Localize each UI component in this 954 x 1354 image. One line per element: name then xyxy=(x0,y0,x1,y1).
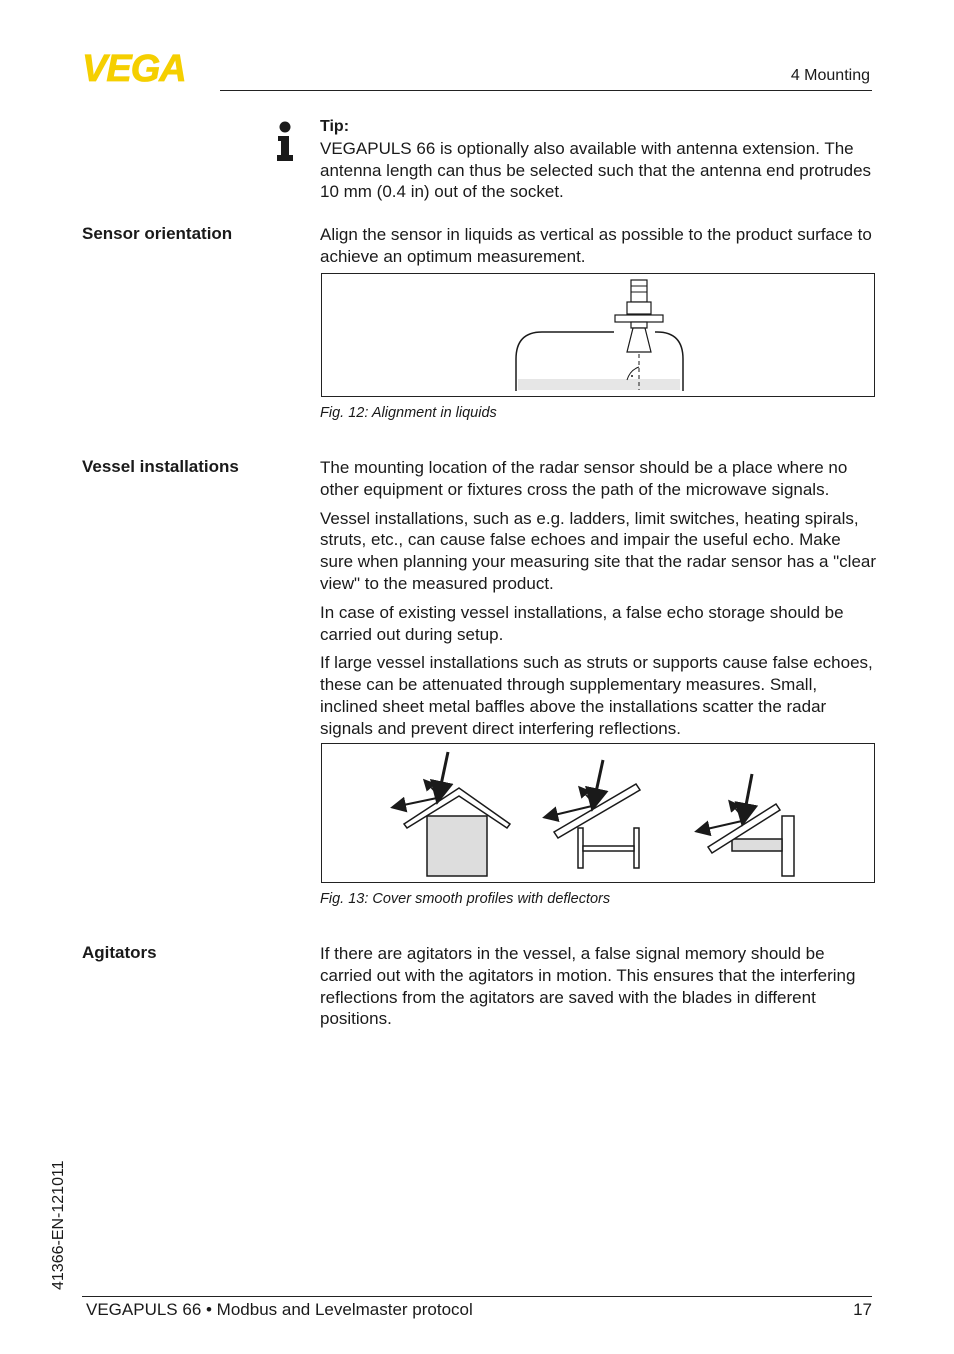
tip-text: VEGAPULS 66 is optionally also available with antenna extension. The antenna length can thus be selected such that the antenna end protrudes 10 mm (0.4 in) out of the socket. xyxy=(320,138,872,202)
document-number: 41366-EN-121011 xyxy=(50,1160,67,1290)
tip-block xyxy=(320,116,876,203)
vessel-paragraphs xyxy=(320,457,876,740)
footer-title: VEGAPULS 66 • Modbus and Levelmaster protocol xyxy=(86,1300,473,1319)
section-heading-vessel: Vessel installations xyxy=(82,457,239,476)
vessel-paragraph-1: The mounting location of the radar sensor should be a place where no other equipment or fixtures cross the path of the microwave signals. xyxy=(320,458,848,499)
tip-label: Tip: xyxy=(320,118,350,135)
vessel-paragraph-3: In case of existing vessel installations, a false echo storage should be carried out during setup. xyxy=(320,602,844,644)
footer-rule xyxy=(82,1296,872,1297)
deflector-diagram xyxy=(322,744,874,882)
agitators-paragraph xyxy=(320,943,876,1030)
figure-deflectors xyxy=(321,743,875,883)
section-heading-orientation: Sensor orientation xyxy=(82,224,233,243)
figure-alignment xyxy=(321,273,875,397)
info-icon xyxy=(276,121,294,161)
orientation-paragraph xyxy=(320,224,876,268)
section-heading-agitators: Agitators xyxy=(82,943,157,962)
vessel-paragraph-2: Vessel installations, such as e.g. ladders, limit switches, heating spirals, struts, etc., can cause false echoes and impair the useful echo. Make sure when planning your measuring site that the radar sensor has a "clear view" to the measured product. xyxy=(320,508,877,593)
figure-caption-13: Fig. 13: Cover smooth profiles with deflectors xyxy=(320,891,611,907)
header-rule xyxy=(220,90,872,91)
agitators-text: If there are agitators in the vessel, a false signal memory should be carried out with the agitators in motion. This ensures that the interfering reflections from the agitators are saved with the blades in different positions. xyxy=(320,944,856,1029)
vessel-paragraph-4: If large vessel installations such as struts or supports cause false echoes, these can be attenuated through supplementary measures. Small, inclined sheet metal baffles above the installations scatter the radar signals and prevent direct interfering reflections. xyxy=(320,653,873,738)
svg-text:VEGA: VEGA xyxy=(82,50,186,84)
chapter-title: 4 Mounting xyxy=(790,67,870,84)
vega-logo xyxy=(82,50,212,84)
page-number: 17 xyxy=(853,1300,872,1319)
alignment-diagram xyxy=(322,274,874,396)
figure-caption-12: Fig. 12: Alignment in liquids xyxy=(320,405,497,421)
orientation-text: Align the sensor in liquids as vertical as possible to the product surface to achieve an optimum measurement. xyxy=(320,225,872,266)
